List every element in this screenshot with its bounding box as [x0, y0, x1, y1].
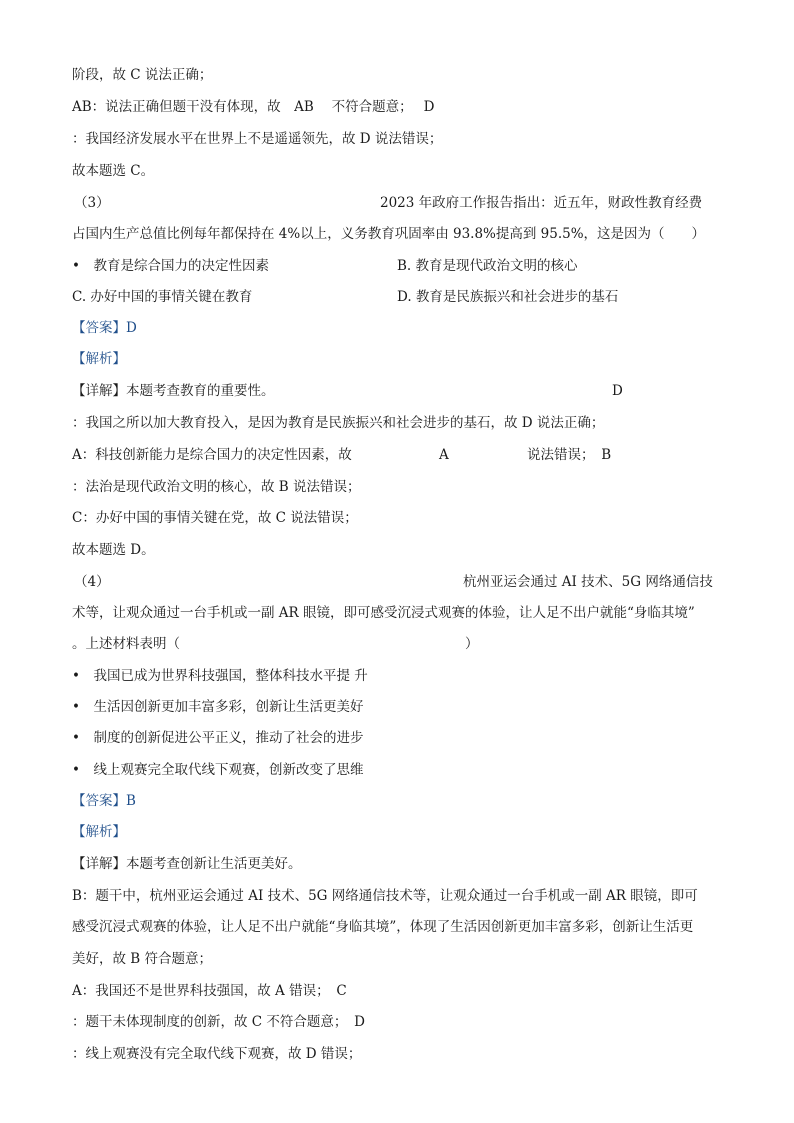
option-item: • 生活因创新更加丰富多彩，创新让生活更美好: [72, 699, 364, 715]
text-line: 故本题选 D。: [72, 542, 155, 558]
text-fragment: A: [439, 447, 449, 463]
question-number: （4）: [74, 574, 110, 590]
text-fragment: D: [612, 383, 623, 399]
text-line: ：法治是现代政治文明的核心，故 B 说法错误；: [72, 479, 361, 495]
option-item: • 线上观赛完全取代线下观赛，创新改变了思维: [72, 762, 364, 778]
option-a: • 教育是综合国力的决定性因素: [72, 258, 269, 274]
question-number: （3）: [74, 195, 110, 211]
text-line: A：我国还不是世界科技强国，故 A 错误； C: [72, 983, 347, 999]
option-b: B. 教育是现代政治文明的核心: [397, 258, 578, 274]
option-item: • 我国已成为世界科技强国，整体科技水平提 升: [72, 668, 368, 684]
text-line: ：我国经济发展水平在世界上不是遥遥领先，故 D 说法错误；: [72, 131, 443, 147]
option-item: • 制度的创新促进公平正义，推动了社会的进步: [72, 730, 364, 746]
question-stem: 占国内生产总值比例每年都保持在 4%以上，义务教育巩固率由 93.8%提高到 95.5%，这是因为（ ）: [72, 226, 706, 242]
text-line: 美好，故 B 符合题意；: [72, 951, 213, 967]
text-line: 阶段，故 C 说法正确；: [72, 67, 213, 83]
question-stem: 杭州亚运会通过 AI 技术、5G 网络通信技: [463, 574, 713, 590]
text-line: 故本题选 C。: [72, 163, 155, 179]
text-fragment: 说法错误； B: [527, 447, 612, 463]
question-stem: 术等，让观众通过一台手机或一副 AR 眼镜，即可感受沉浸式观赛的体验，让人足不出户就能“身临其境”: [72, 605, 695, 621]
text-line: A：科技创新能力是综合国力的决定性因素，故: [72, 447, 352, 463]
text-line: B：题干中，杭州亚运会通过 AI 技术、5G 网络通信技术等，让观众通过一台手机或一副 AR 眼镜，即可: [72, 888, 698, 904]
option-c: C. 办好中国的事情关键在教育: [72, 289, 253, 305]
text-line: AB：说法正确但题干没有体现，故 AB 不符合题意； D: [72, 99, 435, 115]
answer-label: 【答案】D: [72, 320, 137, 336]
text-line: 【详解】本题考查创新让生活更美好。: [72, 856, 302, 872]
text-line: 【详解】本题考查教育的重要性。: [72, 383, 275, 399]
question-stem: 。上述材料表明（: [72, 636, 180, 652]
text-line: 感受沉浸式观赛的体验，让人足不出户就能“身临其境”，体现了生活因创新更加丰富多彩，创新让生活更: [72, 919, 694, 935]
option-d: D. 教育是民族振兴和社会进步的基石: [397, 289, 619, 305]
text-line: C：办好中国的事情关键在党，故 C 说法错误；: [72, 510, 358, 526]
question-stem: 2023 年政府工作报告指出：近五年，财政性教育经费: [380, 195, 703, 211]
text-line: ：我国之所以加大教育投入，是因为教育是民族振兴和社会进步的基石，故 D 说法正确；: [72, 415, 605, 431]
analysis-label: 【解析】: [72, 351, 126, 367]
answer-label: 【答案】B: [72, 793, 136, 809]
text-line: ：题干未体现制度的创新，故 C 不符合题意； D: [72, 1014, 365, 1030]
text-fragment: ）: [465, 636, 479, 652]
text-line: ：线上观赛没有完全取代线下观赛，故 D 错误；: [72, 1046, 362, 1062]
analysis-label: 【解析】: [72, 824, 126, 840]
